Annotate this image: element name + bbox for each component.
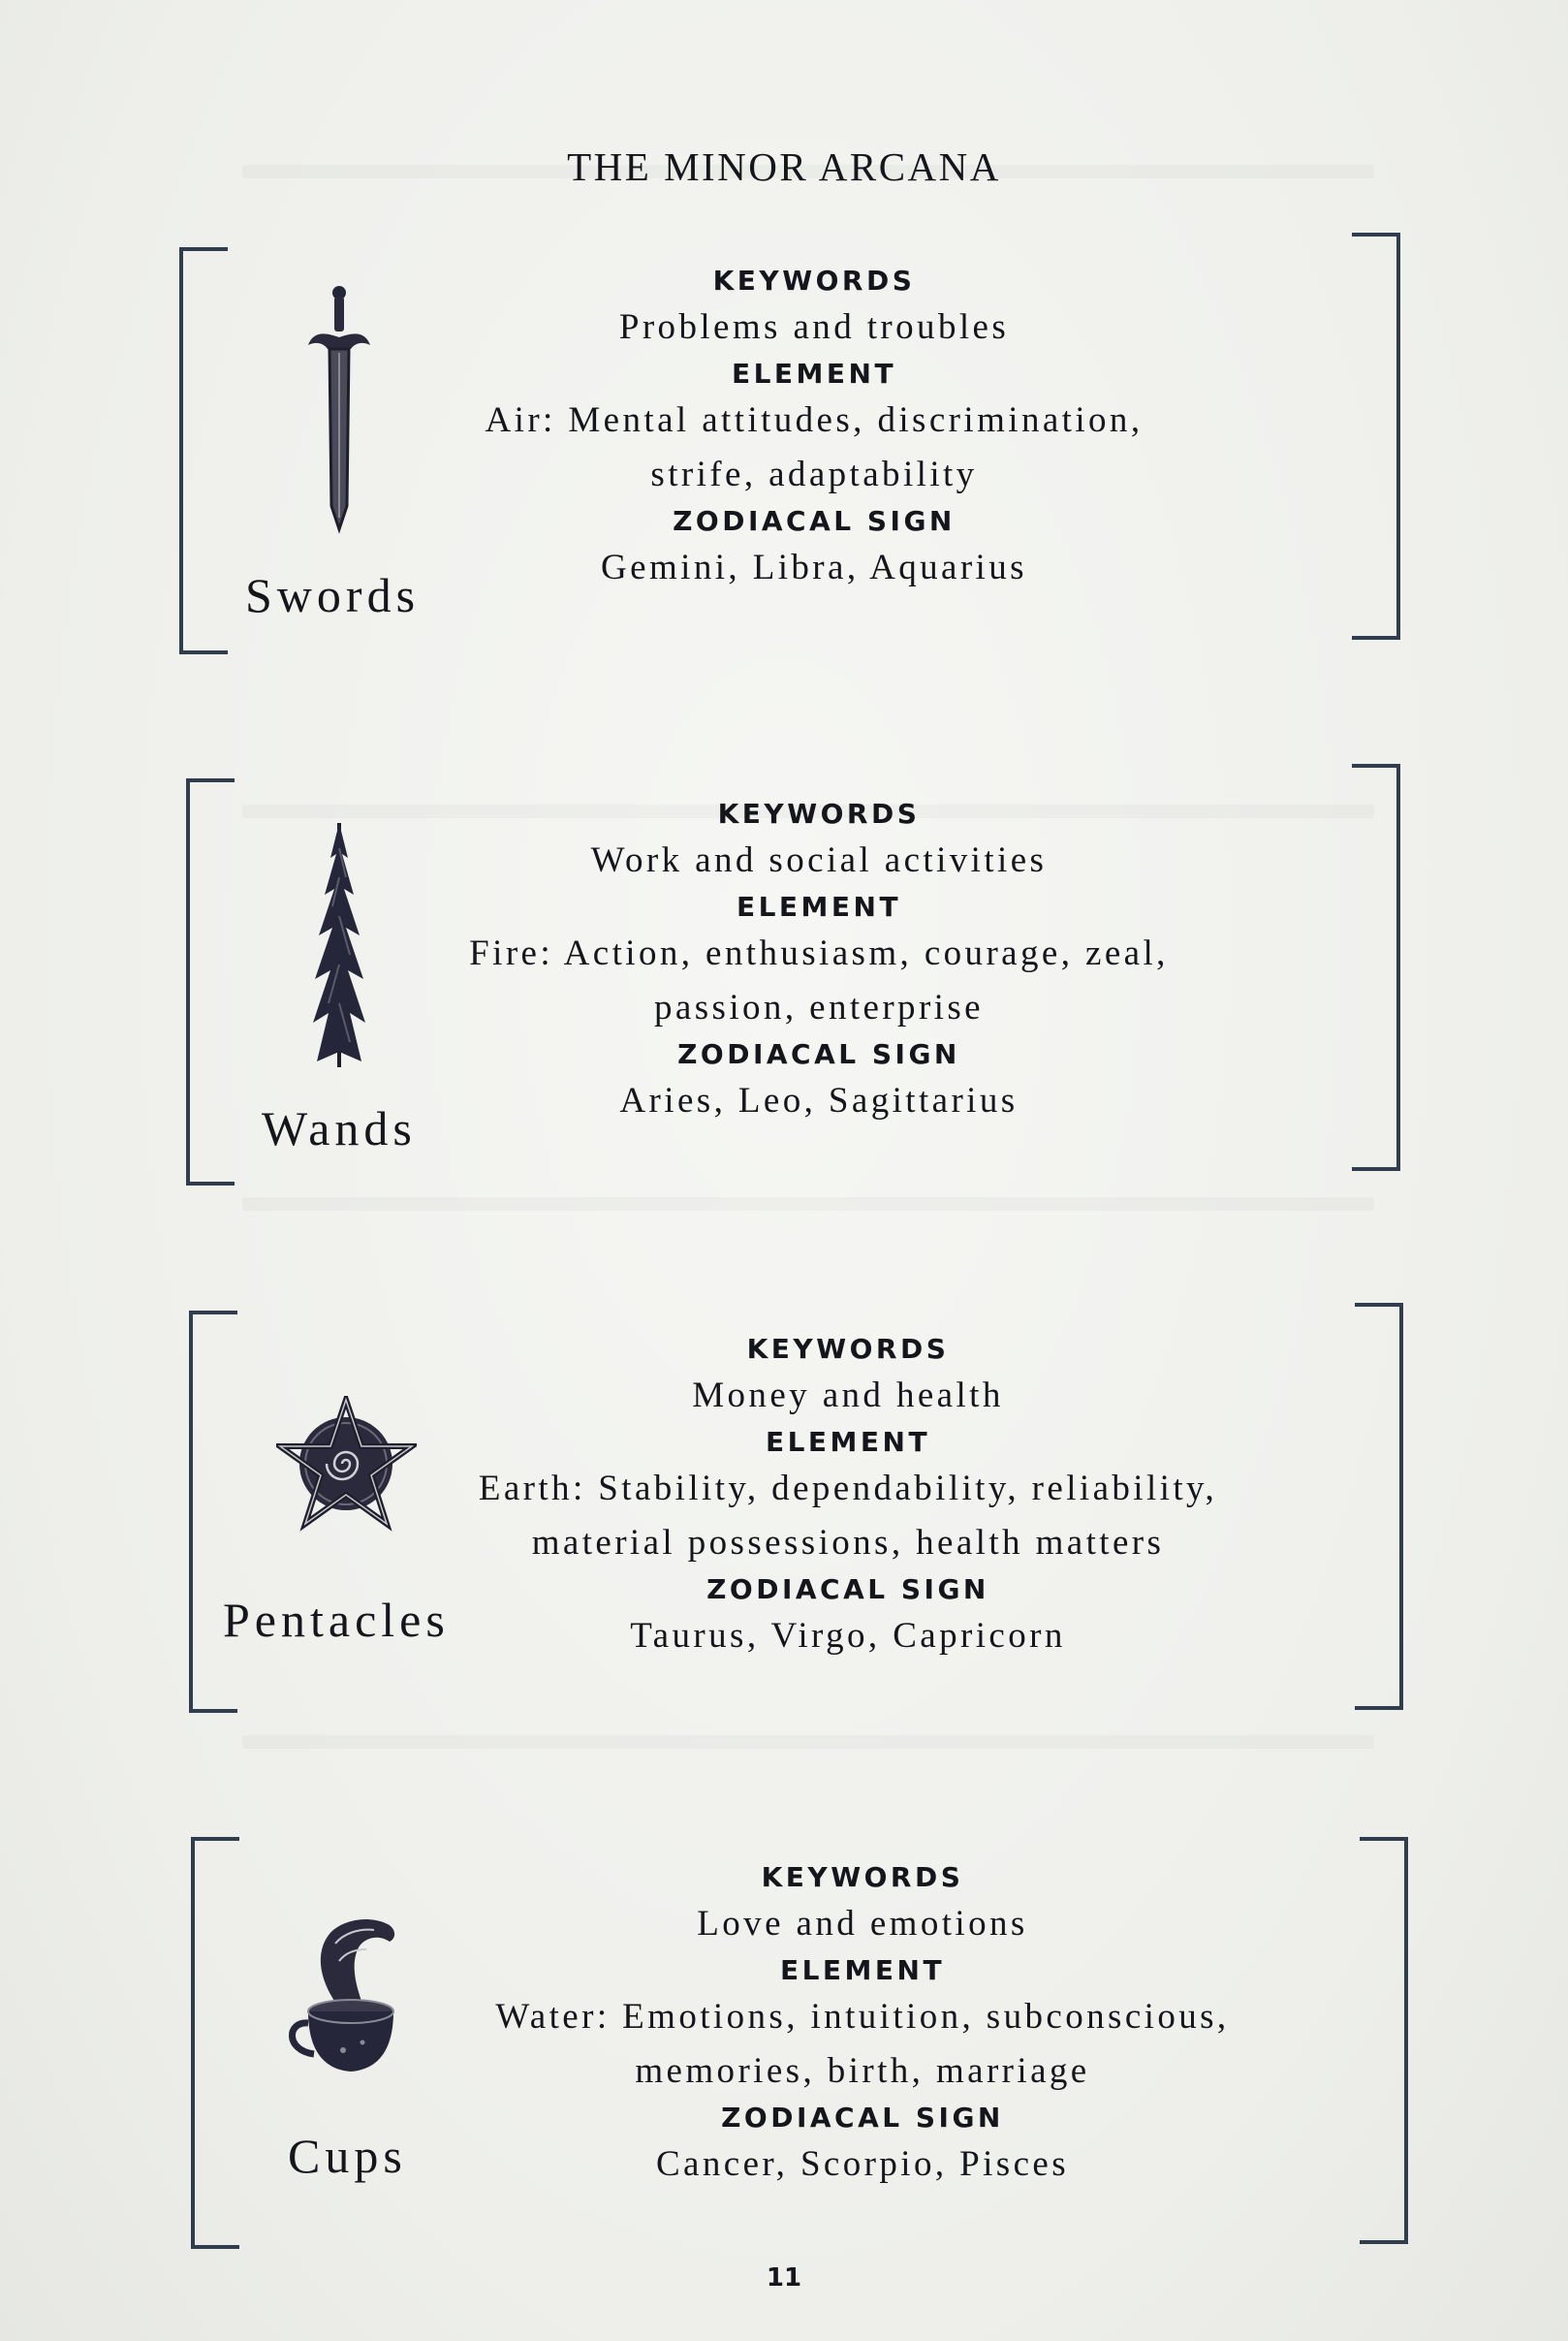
suit-section-swords	[179, 242, 1405, 659]
keywords-label: KEYWORDS	[746, 1333, 950, 1365]
suit-section-wands	[179, 775, 1405, 1192]
suit-name: Pentacles	[223, 1593, 450, 1647]
keywords-value: Work and social activities	[590, 840, 1048, 880]
zodiac-value: Gemini, Libra, Aquarius	[601, 548, 1027, 587]
suit-info	[426, 1330, 1270, 1663]
suit-section-cups	[179, 1837, 1405, 2263]
keywords-label: KEYWORDS	[717, 798, 921, 830]
element-label: ELEMENT	[731, 358, 897, 390]
sword-icon	[300, 285, 378, 537]
bracket-left	[179, 247, 228, 654]
keywords-value: Money and health	[692, 1376, 1004, 1415]
zodiac-label: ZODIACAL SIGN	[677, 1038, 960, 1070]
zodiac-value: Cancer, Scorpio, Pisces	[655, 2144, 1070, 2184]
bracket-left	[191, 1837, 239, 2249]
keywords-label: KEYWORDS	[712, 265, 916, 297]
element-label: ELEMENT	[779, 1954, 946, 1986]
suit-info	[441, 1858, 1284, 2192]
suit-name: Wands	[262, 1101, 417, 1155]
zodiac-value: Aries, Leo, Sagittarius	[619, 1081, 1019, 1121]
show-through	[242, 1735, 1374, 1749]
element-value-line1: Earth: Stability, dependability, reliability,	[478, 1469, 1218, 1508]
bracket-right	[1352, 764, 1400, 1171]
bracket-right	[1355, 1303, 1403, 1710]
pentacle-icon	[276, 1396, 417, 1532]
suit-info	[397, 262, 1231, 595]
suit-info	[426, 795, 1211, 1128]
bracket-right	[1352, 233, 1400, 640]
element-label: ELEMENT	[736, 891, 902, 923]
element-value-line1: Air: Mental attitudes, discrimination,	[485, 400, 1144, 440]
zodiac-value: Taurus, Virgo, Capricorn	[630, 1616, 1066, 1656]
element-value-line2: material possessions, health matters	[531, 1523, 1165, 1563]
tree-icon	[305, 819, 373, 1071]
keywords-label: KEYWORDS	[761, 1861, 964, 1893]
show-through	[242, 1197, 1374, 1211]
element-value-line1: Water: Emotions, intuition, subconscious,	[495, 1997, 1230, 2037]
suit-name: Swords	[245, 568, 421, 622]
bracket-left	[186, 778, 235, 1186]
suit-name: Cups	[288, 2129, 407, 2183]
element-value-line2: strife, adaptability	[650, 455, 978, 494]
zodiac-label: ZODIACAL SIGN	[721, 2102, 1004, 2134]
zodiac-label: ZODIACAL SIGN	[706, 1573, 989, 1605]
page-title: THE MINOR ARCANA	[567, 144, 1001, 189]
cup-wave-icon	[281, 1914, 417, 2079]
bracket-left	[189, 1311, 237, 1713]
keywords-value: Love and emotions	[697, 1904, 1028, 1944]
element-value-line2: memories, birth, marriage	[635, 2051, 1090, 2091]
keywords-value: Problems and troubles	[618, 307, 1010, 347]
page-number: 11	[766, 2263, 802, 2293]
bracket-right	[1360, 1837, 1408, 2244]
element-value-line1: Fire: Action, enthusiasm, courage, zeal,	[469, 933, 1169, 973]
element-label: ELEMENT	[765, 1426, 931, 1458]
suit-section-pentacles	[179, 1311, 1405, 1727]
element-value-line2: passion, enterprise	[654, 988, 984, 1028]
zodiac-label: ZODIACAL SIGN	[673, 505, 956, 537]
